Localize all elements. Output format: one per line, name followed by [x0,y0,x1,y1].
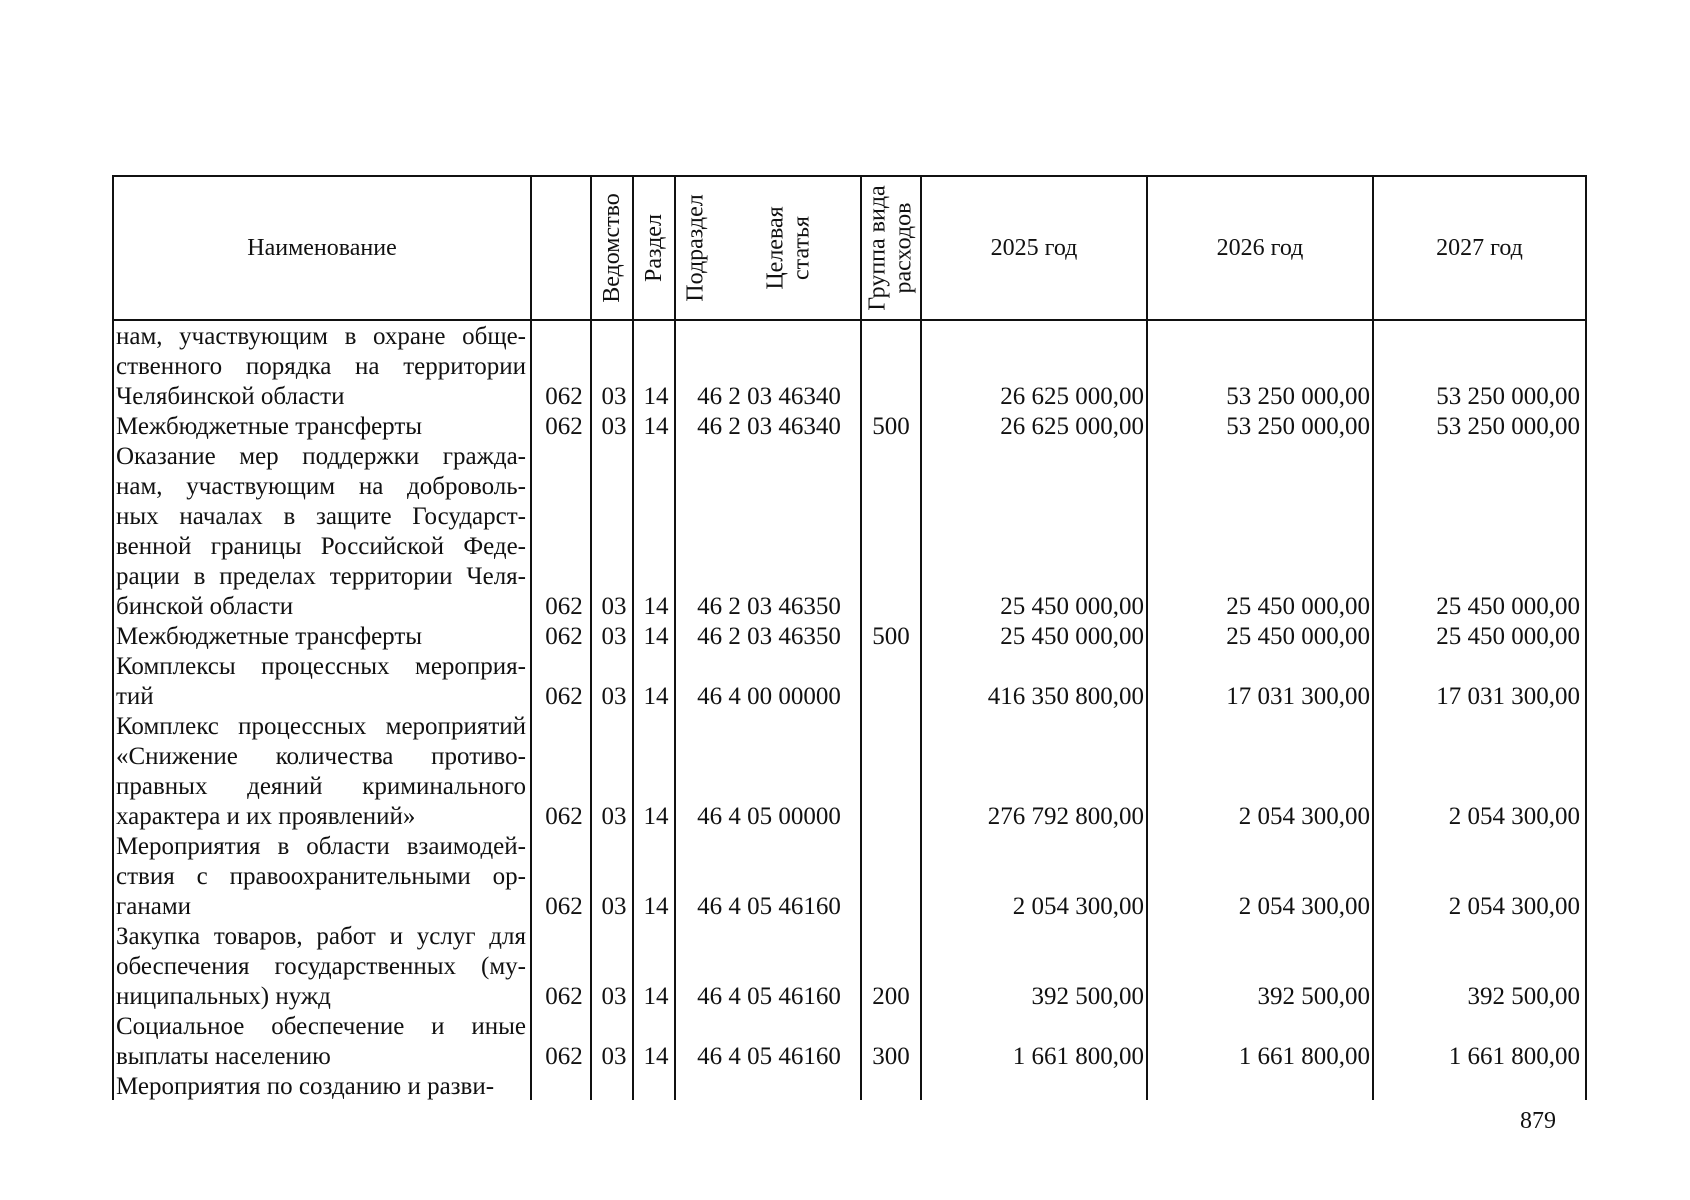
row-name-line: Оказание мер поддержки гражда- [116,443,526,470]
row-name-line: ных началах в защите Государст- [116,503,526,530]
cell-celevaya-statya: 46 2 03 46340 [697,383,841,410]
cell-gruppa-vida: 200 [872,983,910,1010]
row-name-line: «Снижение количества противо- [116,743,526,770]
cell-2025: 392 500,00 [1031,983,1144,1010]
cell-2026: 53 250 000,00 [1226,383,1370,410]
cell-2027: 53 250 000,00 [1436,413,1580,440]
header-2027: 2027 год [1436,234,1523,261]
cell-2026: 2 054 300,00 [1238,803,1370,830]
cell-2025: 26 625 000,00 [1000,383,1144,410]
header-podrazdel: Подраздел [683,194,710,302]
cell-celevaya-statya: 46 2 03 46350 [697,593,841,620]
cell-podrazdel: 14 [643,983,669,1010]
cell-2026: 25 450 000,00 [1226,623,1370,650]
cell-podrazdel: 14 [643,893,669,920]
cell-vedomstvo: 062 [545,593,583,620]
row-name-line: ственного порядка на территории [116,353,526,380]
cell-razdel: 03 [601,983,627,1010]
cell-razdel: 03 [601,413,627,440]
row-name-line: нам, участвующим в охране обще- [116,323,526,350]
row-name-line: Мероприятия по созданию и разви- [116,1073,495,1100]
row-name-line: тий [116,683,154,710]
row-name [116,922,526,1012]
cell-2026: 25 450 000,00 [1226,593,1370,620]
cell-2025: 25 450 000,00 [1000,623,1144,650]
header-razdel: Раздел [641,214,668,282]
row-name [116,832,526,922]
cell-vedomstvo: 062 [545,983,583,1010]
header-celevaya-statya: Целевая статья [762,206,815,290]
cell-2027: 17 031 300,00 [1436,683,1580,710]
cell-2025: 1 661 800,00 [1012,1043,1144,1070]
row-name [116,412,526,442]
table-border-right [1585,175,1587,1100]
row-name [116,712,526,832]
cell-celevaya-statya: 46 4 05 46160 [697,893,841,920]
row-name-line: ниципальных) нужд [116,983,331,1010]
row-name-line: ствия с правоохранительными ор- [116,863,526,890]
cell-razdel: 03 [601,623,627,650]
cell-vedomstvo: 062 [545,893,583,920]
row-name [116,322,526,412]
cell-2025: 416 350 800,00 [987,683,1144,710]
cell-2026: 392 500,00 [1257,983,1370,1010]
cell-gruppa-vida: 500 [872,623,910,650]
cell-vedomstvo: 062 [545,683,583,710]
row-name-line: Социальное обеспечение и иные [116,1013,526,1040]
row-name [116,622,526,652]
col-rule-name [530,175,532,1100]
cell-podrazdel: 14 [643,383,669,410]
cell-2025: 2 054 300,00 [1012,893,1144,920]
header-gruppa-vida-rashodov: Группа вида расходов [865,185,917,311]
row-name-line: рации в пределах территории Челя- [116,563,526,590]
row-name-line: Комплексы процессных мероприя- [116,653,526,680]
row-name-line: венной границы Российской Феде- [116,533,526,560]
row-name-line: нам, участвующим на доброволь- [116,473,526,500]
cell-podrazdel: 14 [643,623,669,650]
page-number: 879 [1520,1108,1556,1134]
row-name-line: правных деяний криминального [116,773,526,800]
cell-razdel: 03 [601,383,627,410]
row-name-line: характера и их проявлений» [116,803,416,830]
header-2025: 2025 год [990,234,1078,261]
row-name-line: ганами [116,893,192,920]
cell-vedomstvo: 062 [545,413,583,440]
cell-2026: 53 250 000,00 [1226,413,1370,440]
row-name-line: Мероприятия в области взаимодей- [116,833,526,860]
cell-2027: 25 450 000,00 [1436,593,1580,620]
cell-gruppa-vida: 500 [872,413,910,440]
row-name-line: выплаты населению [116,1043,331,1070]
budget-table [112,175,1587,1100]
cell-vedomstvo: 062 [545,803,583,830]
cell-vedomstvo: 062 [545,383,583,410]
cell-celevaya-statya: 46 4 05 46160 [697,1043,841,1070]
row-name [116,1072,526,1102]
cell-vedomstvo: 062 [545,1043,583,1070]
row-name-line: обеспечения государственных (му- [116,953,526,980]
cell-2027: 25 450 000,00 [1436,623,1580,650]
row-name [116,442,526,622]
cell-2025: 26 625 000,00 [1000,413,1144,440]
cell-2027: 2 054 300,00 [1448,803,1580,830]
cell-2026: 1 661 800,00 [1238,1043,1370,1070]
cell-gruppa-vida: 300 [872,1043,910,1070]
cell-vedomstvo: 062 [545,623,583,650]
cell-podrazdel: 14 [643,803,669,830]
header-name: Наименование [247,234,397,261]
row-name-line: Комплекс процессных мероприятий [116,713,526,740]
cell-2027: 53 250 000,00 [1436,383,1580,410]
cell-razdel: 03 [601,803,627,830]
row-name-line: Челябинской области [116,383,345,410]
cell-podrazdel: 14 [643,413,669,440]
cell-podrazdel: 14 [643,1043,669,1070]
cell-celevaya-statya: 46 4 00 00000 [697,683,841,710]
cell-podrazdel: 14 [643,683,669,710]
cell-2027: 2 054 300,00 [1448,893,1580,920]
row-name-line: Межбюджетные трансферты [116,413,423,440]
row-name-line: Закупка товаров, работ и услуг для [116,923,526,950]
cell-celevaya-statya: 46 4 05 00000 [697,803,841,830]
row-name [116,1012,526,1072]
cell-2026: 17 031 300,00 [1226,683,1370,710]
header-2026: 2026 год [1216,234,1304,261]
cell-celevaya-statya: 46 4 05 46160 [697,983,841,1010]
cell-celevaya-statya: 46 2 03 46350 [697,623,841,650]
row-name [116,652,526,712]
cell-2025: 276 792 800,00 [987,803,1144,830]
cell-razdel: 03 [601,893,627,920]
cell-razdel: 03 [601,683,627,710]
cell-2025: 25 450 000,00 [1000,593,1144,620]
cell-2026: 2 054 300,00 [1238,893,1370,920]
cell-razdel: 03 [601,593,627,620]
cell-2027: 1 661 800,00 [1448,1043,1580,1070]
cell-celevaya-statya: 46 2 03 46340 [697,413,841,440]
header-vedomstvo: Ведомство [599,193,625,303]
cell-podrazdel: 14 [643,593,669,620]
cell-2027: 392 500,00 [1467,983,1580,1010]
row-name-line: бинской области [116,593,294,620]
row-name-line: Межбюджетные трансферты [116,623,423,650]
cell-razdel: 03 [601,1043,627,1070]
header-rule [112,319,1587,321]
